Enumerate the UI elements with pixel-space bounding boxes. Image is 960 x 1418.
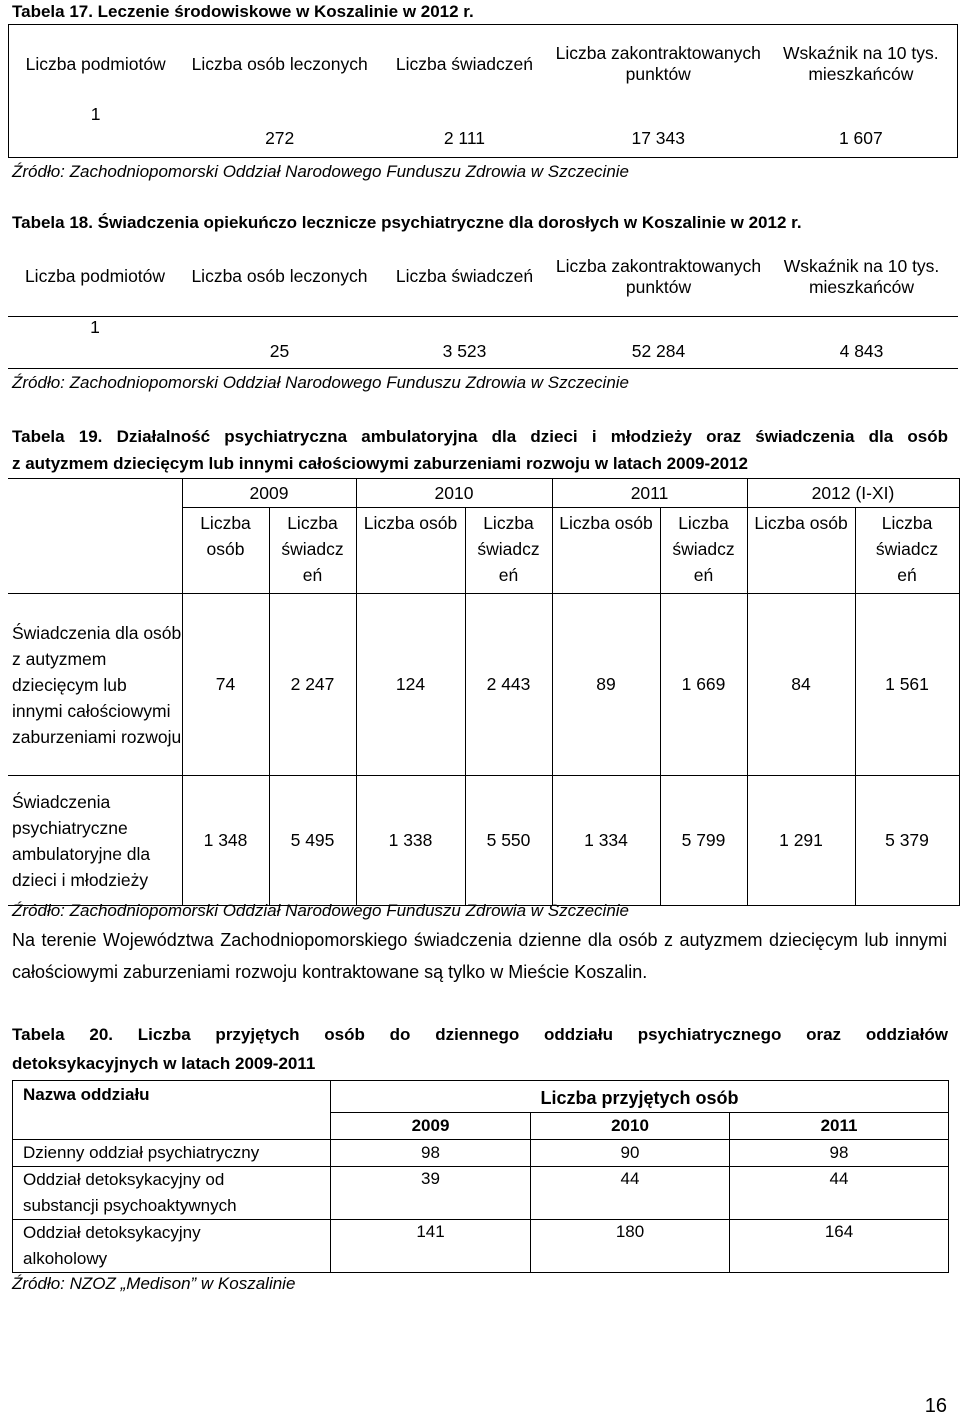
t19-cell: 1 291 <box>747 776 855 906</box>
body-paragraph: Na terenie Województwa Zachodniopomorskiego świadczenia dzienne dla osób z autyzmem dziecięcym lub innymi całościowymi zaburzeniami rozwoju kontraktowane są tylko w Mieście Koszalin. <box>12 930 947 982</box>
t19-sub-swiadczen: Liczba świadcz eń <box>855 508 959 594</box>
table19-source: Źródło: Zachodniopomorski Oddział Narodowego Funduszu Zdrowia w Szczecinie <box>12 901 630 920</box>
t19-cell: 1 334 <box>552 776 660 906</box>
t19-sub-swiadczen: Liczba świadcz eń <box>269 508 356 594</box>
t19-cell: 89 <box>552 594 660 776</box>
t20-row-name: Dzienny oddział psychiatryczny <box>13 1140 331 1167</box>
t19-cell: 2 247 <box>269 594 356 776</box>
page-number: 16 <box>924 1395 947 1417</box>
t20-row-name: Oddział detoksykacyjny od substancji psychoaktywnych <box>13 1167 331 1220</box>
t20-cell: 39 <box>331 1167 531 1220</box>
table20-source: Źródło: NZOZ „Medison” w Koszalinie <box>12 1274 296 1293</box>
t19-year-2010: 2010 <box>356 479 552 508</box>
t18-header-swiadczen: Liczba świadczeń <box>395 266 534 287</box>
t19-cell: 1 561 <box>855 594 959 776</box>
t19-cell: 5 495 <box>269 776 356 906</box>
t19-sub-swiadczen: Liczba świadcz eń <box>465 508 552 594</box>
t17-header-swiadczen: Liczba świadczeń <box>395 53 533 74</box>
t17-header-podmioty: Liczba podmiotów <box>25 53 166 74</box>
t19-cell: 1 669 <box>660 594 747 776</box>
t19-cell: 5 379 <box>855 776 959 906</box>
t17-header-osob: Liczba osób leczonych <box>191 53 368 74</box>
t19-cell: 1 348 <box>182 776 269 906</box>
t19-year-2012: 2012 (I-XI) <box>747 479 959 508</box>
t18-header-wskaznik: Wskaźnik na 10 tys. mieszkańców <box>783 255 940 297</box>
t18-cell: 25 <box>269 340 290 361</box>
t19-cell: 5 799 <box>660 776 747 906</box>
t19-cell: 74 <box>182 594 269 776</box>
t20-cell: 98 <box>331 1140 531 1167</box>
t20-cell: 141 <box>331 1220 531 1273</box>
t20-year-2010: 2010 <box>531 1113 730 1140</box>
t19-cell: 2 443 <box>465 594 552 776</box>
table19 <box>8 478 960 906</box>
t19-year-2011: 2011 <box>552 479 747 508</box>
table19-caption-line1: Tabela 19. Działalność psychiatryczna ambulatoryjna dla dzieci i młodzieży oraz świadczenia dla osób <box>12 427 948 446</box>
table18 <box>8 238 958 369</box>
t19-row-label: Świadczenia psychiatryczne ambulatoryjne dla dzieci i młodzieży <box>8 776 182 906</box>
t20-cell: 164 <box>730 1220 949 1273</box>
t17-cell: 272 <box>265 128 295 148</box>
t20-year-2011: 2011 <box>730 1113 949 1140</box>
t18-header-osob: Liczba osób leczonych <box>191 266 368 287</box>
t17-header-punktow: Liczba zakontraktowanych punktów <box>555 43 761 85</box>
t19-row-label: Świadczenia dla osób z autyzmem dziecięcym lub innymi całościowymi zaburzeniami rozwoju <box>8 594 182 776</box>
table18-caption: Tabela 18. Świadczenia opiekuńczo lecznicze psychiatryczne dla dorosłych w Koszalinie w 2012 r. <box>12 213 802 232</box>
t18-cell: 52 284 <box>631 340 686 361</box>
t20-header-group: Liczba przyjętych osób <box>331 1081 949 1113</box>
t19-sub-osob: Liczba osób <box>552 508 660 594</box>
table17 <box>8 24 958 158</box>
table18-source: Źródło: Zachodniopomorski Oddział Narodowego Funduszu Zdrowia w Szczecinie <box>12 373 630 392</box>
t19-cell: 1 338 <box>356 776 465 906</box>
t20-cell: 180 <box>531 1220 730 1273</box>
table17-source: Źródło: Zachodniopomorski Oddział Narodowego Funduszu Zdrowia w Szczecinie <box>12 162 630 181</box>
t17-header-wskaznik: Wskaźnik na 10 tys. mieszkańców <box>783 43 939 85</box>
t19-sub-osob: Liczba osób <box>356 508 465 594</box>
t20-cell: 44 <box>531 1167 730 1220</box>
t18-podmioty-value: 1 <box>90 316 100 337</box>
t17-cell: 2 111 <box>443 128 486 148</box>
t20-cell: 90 <box>531 1140 730 1167</box>
table20-caption-line2: detoksykacyjnych w latach 2009-2011 <box>12 1054 316 1073</box>
table20 <box>12 1080 949 1273</box>
table17-caption: Tabela 17. Leczenie środowiskowe w Koszalinie w 2012 r. <box>12 2 474 21</box>
t19-cell: 124 <box>356 594 465 776</box>
table19-caption-line2: z autyzmem dziecięcym lub innymi całościowymi zaburzeniami rozwoju w latach 2009-2012 <box>12 454 748 473</box>
t19-sub-osob: Liczba osób <box>747 508 855 594</box>
t20-year-2009: 2009 <box>331 1113 531 1140</box>
t19-sub-osob: Liczba osób <box>182 508 269 594</box>
t18-header-punktow: Liczba zakontraktowanych punktów <box>555 255 762 297</box>
t18-cell: 4 843 <box>839 340 884 361</box>
t17-cell: 17 343 <box>631 128 685 148</box>
t19-sub-swiadczen: Liczba świadcz eń <box>660 508 747 594</box>
t19-corner <box>8 479 182 594</box>
t20-cell: 98 <box>730 1140 949 1167</box>
t19-year-2009: 2009 <box>182 479 356 508</box>
table20-caption-line1: Tabela 20. Liczba przyjętych osób do dziennego oddziału psychiatrycznego oraz oddziałów <box>12 1025 948 1044</box>
t20-header-name: Nazwa oddziału <box>13 1081 331 1140</box>
t18-header-podmioty: Liczba podmiotów <box>24 266 166 287</box>
t18-cell: 3 523 <box>442 340 487 361</box>
t20-row-name: Oddział detoksykacyjny alkoholowy <box>13 1220 331 1273</box>
t17-podmioty-value: 1 <box>90 103 101 124</box>
t19-cell: 84 <box>747 594 855 776</box>
t19-cell: 5 550 <box>465 776 552 906</box>
t20-cell: 44 <box>730 1167 949 1220</box>
t17-cell: 1 607 <box>838 128 883 148</box>
